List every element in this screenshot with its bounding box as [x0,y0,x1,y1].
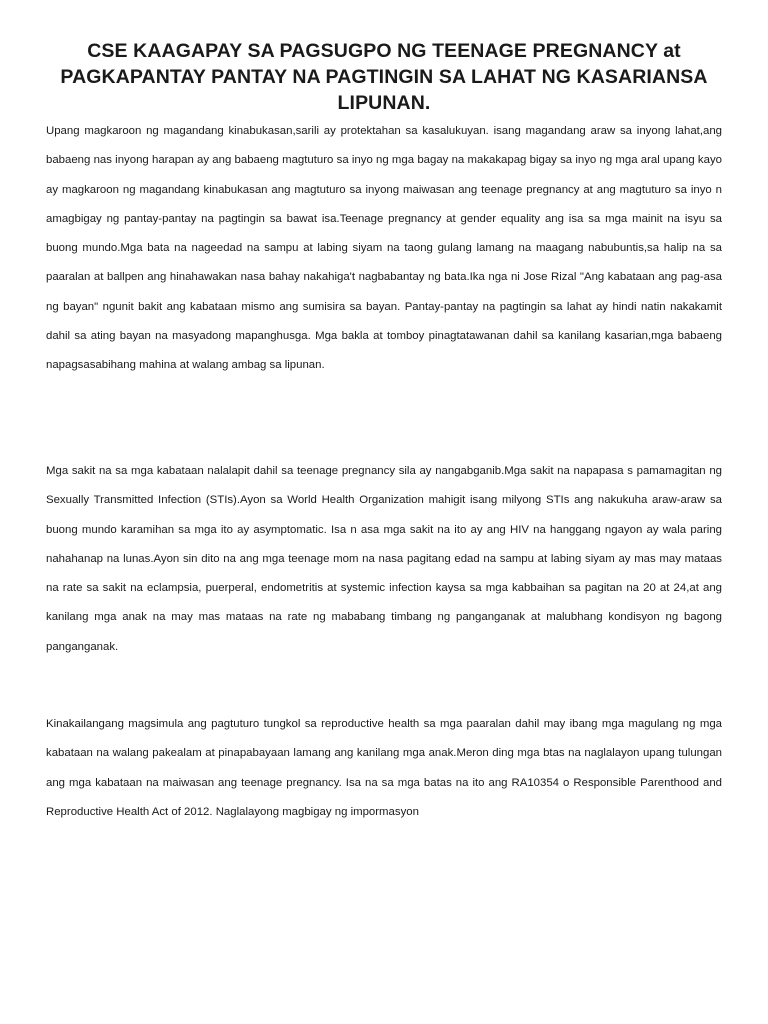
paragraph-2: Mga sakit na sa mga kabataan nalalapit dahil sa teenage pregnancy sila ay nangabganib.Mga sakit na napapasa s pamamagitan ng Sexually Transmitted Infection (STIs).Ayon sa World Health Organization mahigit isang milyong STIs ang nakukuha araw-araw sa buong mundo karamihan sa mga ito ay asymptomatic. Isa n asa mga sakit na ito ay ang HIV na hanggang ngayon ay wala paring nahahanap na lunas.Ayon sin dito na ang mga teenage mom na nasa pagitang edad na sampu at labing siyam ay mas may mataas na rate sa sakit na eclampsia, puerperal, endometritis at systemic infection kaysa sa mga kabbaihan sa pagitan na 20 at 24,at ang kanilang mga anak na may mas mataas na rate ng mababang timbang ng panganganak at malubhang kondisyon ng bagong panganganak. [46,465,722,653]
paragraph-3: Kinakailangang magsimula ang pagtuturo tungkol sa reproductive health sa mga paaralan dahil may ibang mga magulang ng mga kabataan na walang pakealam at pinapabayaan lamang ang kanilang mga anak.Meron ding mga btas na naglalayon upang tulungan ang mga kabataan na maiwasan ang teenage pregnancy. Isa na sa mga batas na ito ang RA10354 o Responsible Parenthood and Reproductive Health Act of 2012. Naglalayong magbigay ng impormasyon [46,718,722,818]
document-title: CSE KAAGAPAY SA PAGSUGPO NG TEENAGE PREGNANCY at PAGKAPANTAY PANTAY NA PAGTINGIN SA LAHAT NG KASARIANSA LIPUNAN. [60,40,708,114]
paragraph-1: Upang magkaroon ng magandang kinabukasan,sarili ay protektahan sa kasalukuyan. isang magandang araw sa inyong lahat,ang babaeng nas inyong harapan ay ang babaeng magtuturo sa inyo ng mga bagay na makakapag bigay sa inyo ng mga aral upang kayo ay magkaroon ng magandang kinabukasan ang magtuturo sa inyong maiwasan ang teenage pregnancy at ang magtuturo sa inyo n amagbigay ng pantay-pantay na pagtingin sa bawat isa.Teenage pregnancy at gender equality ang isa sa mga mainit na isyu sa buong mundo.Mga bata na nageedad na sampu at labing siyam na taong gulang lamang na maagang nabubuntis,sa halip na sa paaralan at ballpen ang hinahawakan nasa bahay nakahiga't nagbabantay ng bata.Ika nga ni Jose Rizal "Ang kabataan ang pag-asa ng bayan" ngunit bakit ang kabataan mismo ang sumisira sa bayan. Pantay-pantay na pagtingin sa lahat ay hindi natin nakakamit dahil sa ating bayan na masyadong mapanghusga. Mga bakla at tomboy pinagtatawanan dahil sa kanilang kasarian,mga babaeng napagsasabihang mahina at walang ambag sa lipunan. [46,125,722,372]
